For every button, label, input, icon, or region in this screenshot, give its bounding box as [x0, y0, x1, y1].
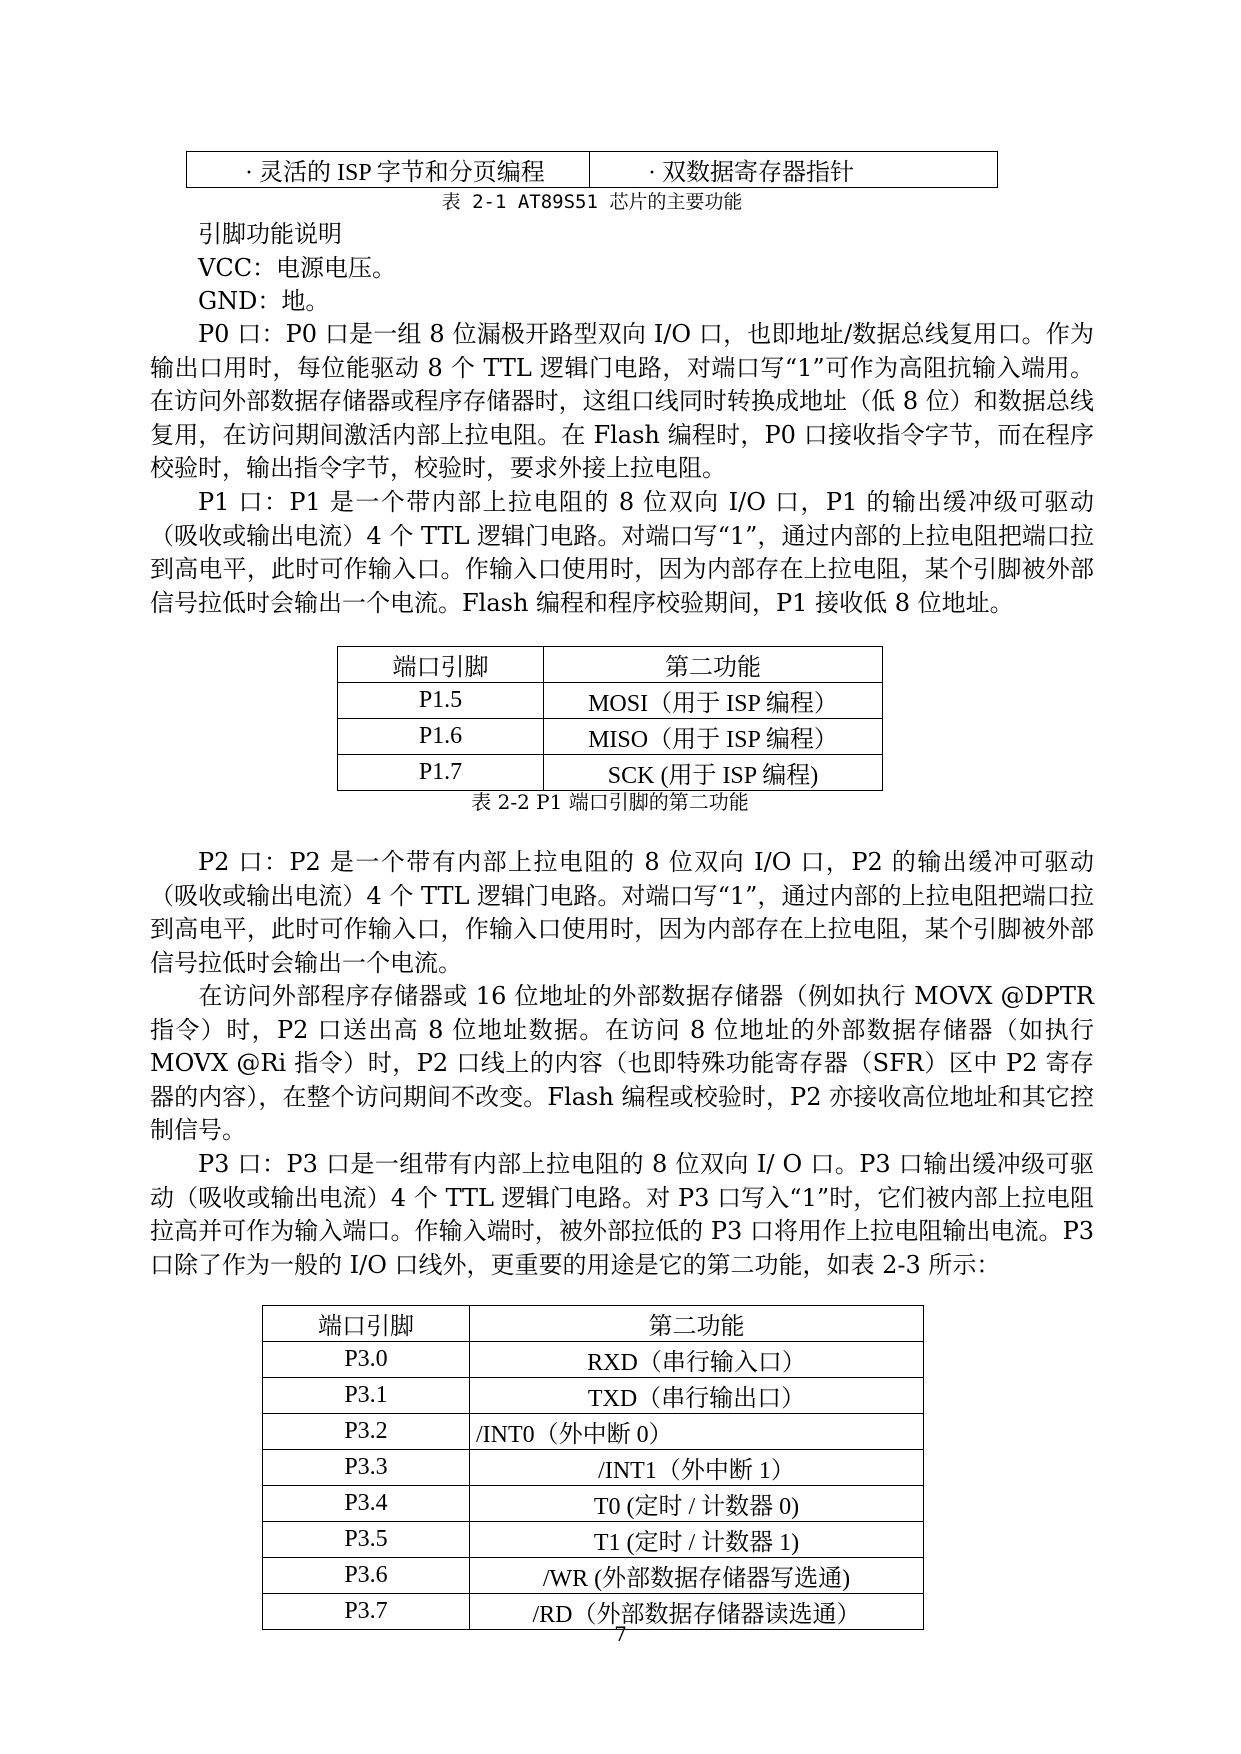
- vcc-text: VCC：电源电压。: [198, 254, 397, 282]
- table-row: [263, 1450, 924, 1486]
- p2-access-paragraph: [150, 980, 1094, 1148]
- gnd-paragraph: [150, 285, 1094, 319]
- p1-text: P1 口：P1 是一个带内部上拉电阻的 8 位双向 I/O 口，P1 的输出缓冲级可驱动（吸收或输出电流）4 个 TTL 逻辑门电路。对端口写“1”，通过内部的上拉电阻把端口拉到高电平，此时可作输入口。作输入口使用时，因为内部存在上拉电阻，某个引脚被外部信号拉低时会输出一个电流。Flash 编程和程序校验期间，P1 接收低 8 位地址。: [150, 488, 1094, 617]
- table-header-row: [338, 647, 883, 683]
- table-cell: P3.7: [263, 1594, 470, 1630]
- p0-paragraph: [150, 318, 1094, 486]
- table-header-row: [263, 1306, 924, 1342]
- table-row: [263, 1342, 924, 1378]
- table-cell: P3.2: [263, 1414, 470, 1450]
- table-cell: T1 (定时 / 计数器 1): [470, 1522, 924, 1558]
- table-row: [263, 1378, 924, 1414]
- p0-text: P0 口：P0 口是一组 8 位漏极开路型双向 I/O 口，也即地址/数据总线复用口。作为输出口用时，每位能驱动 8 个 TTL 逻辑门电路，对端口写“1”可作为高阻抗输入端用。在访问外部数据存储器或程序存储器时，这组口线同时转换成地址（低 8 位）和数据总线复用，在访问期间激活内部上拉电阻。在 Flash 编程时，P0 口接收指令字节，而在程序校验时，输出指令字节，校验时，要求外接上拉电阻。: [150, 320, 1094, 483]
- p3-paragraph: [150, 1148, 1094, 1282]
- table-cell: SCK (用于 ISP 编程): [544, 755, 883, 791]
- table-cell: P1.6: [338, 719, 544, 755]
- heading-text: 引脚功能说明: [198, 220, 342, 248]
- table-row: [263, 1558, 924, 1594]
- p2-access-text: 在访问外部程序存储器或 16 位地址的外部数据存储器（例如执行 MOVX @DPTR 指令）时，P2 口送出高 8 位地址数据。在访问 8 位地址的外部数据存储器（如执行 MOVX @Ri 指令）时，P2 口线上的内容（也即特殊功能寄存器（SFR）区中 P2 寄存器的内容），在整个访问期间不改变。Flash 编程或校验时，P2 亦接收高位地址和其它控制信号。: [150, 982, 1094, 1145]
- table-cell: P1.5: [338, 683, 544, 719]
- table-cell: P3.5: [263, 1522, 470, 1558]
- table-cell: /INT1（外中断 1）: [470, 1450, 924, 1486]
- p2-text: P2 口：P2 是一个带有内部上拉电阻的 8 位双向 I/O 口，P2 的输出缓冲可驱动（吸收或输出电流）4 个 TTL 逻辑门电路。对端口写“1”，通过内部的上拉电阻把端口拉到高电平，此时可作输入口，作输入口使用时，因为内部存在上拉电阻，某个引脚被外部信号拉低时会输出一个电流。: [150, 848, 1094, 977]
- table-row: [338, 719, 883, 755]
- table-row: [263, 1522, 924, 1558]
- section-heading: [150, 218, 1094, 252]
- table-cell: P1.7: [338, 755, 544, 791]
- gnd-text: GND：地。: [198, 287, 330, 315]
- table-cell: T0 (定时 / 计数器 0): [470, 1486, 924, 1522]
- column-header: 端口引脚: [338, 647, 544, 683]
- table-2-3: [262, 1305, 924, 1630]
- table-row: [263, 1414, 924, 1450]
- table-cell: · 灵活的 ISP 字节和分页编程: [187, 152, 590, 188]
- table-cell: /WR (外部数据存储器写选通): [470, 1558, 924, 1594]
- p3-text: P3 口：P3 口是一组带有内部上拉电阻的 8 位双向 I/ O 口。P3 口输出缓冲级可驱动（吸收或输出电流）4 个 TTL 逻辑门电路。对 P3 口写入“1”时，它们被内部上拉电阻拉高并可作为输入端口。作输入端时，被外部拉低的 P3 口将用作上拉电阻输出电流。P3 口除了作为一般的 I/O 口线外，更重要的用途是它的第二功能，如表 2-3 所示：: [150, 1150, 1094, 1279]
- table-cell: MOSI（用于 ISP 编程）: [544, 683, 883, 719]
- table-cell: P3.1: [263, 1378, 470, 1414]
- table-cell: MISO（用于 ISP 编程）: [544, 719, 883, 755]
- column-header: 端口引脚: [263, 1306, 470, 1342]
- table-cell: P3.4: [263, 1486, 470, 1522]
- table-cell: /RD（外部数据存储器读选通）: [470, 1594, 924, 1630]
- table-cell: P3.3: [263, 1450, 470, 1486]
- table-row: [187, 152, 998, 188]
- table-2-2: [337, 646, 883, 791]
- table-row: [263, 1486, 924, 1522]
- vcc-paragraph: [150, 252, 1094, 286]
- column-header: 第二功能: [470, 1306, 924, 1342]
- table-caption: 表 2-1 AT89S51 芯片的主要功能: [441, 191, 743, 213]
- column-header: 第二功能: [544, 647, 883, 683]
- table-2-1-fragment: [186, 151, 998, 188]
- page-number: 7: [614, 1622, 627, 1646]
- p1-paragraph: [150, 486, 1094, 620]
- table-cell: RXD（串行输入口）: [470, 1342, 924, 1378]
- table-cell: /INT0（外中断 0）: [470, 1414, 924, 1450]
- table-row: [338, 683, 883, 719]
- table-caption: 表 2-2 P1 端口引脚的第二功能: [471, 790, 749, 814]
- p2-paragraph: [150, 846, 1094, 980]
- table-cell: P3.6: [263, 1558, 470, 1594]
- table-cell: TXD（串行输出口）: [470, 1378, 924, 1414]
- table-cell: P3.0: [263, 1342, 470, 1378]
- table-cell: · 双数据寄存器指针: [590, 152, 998, 188]
